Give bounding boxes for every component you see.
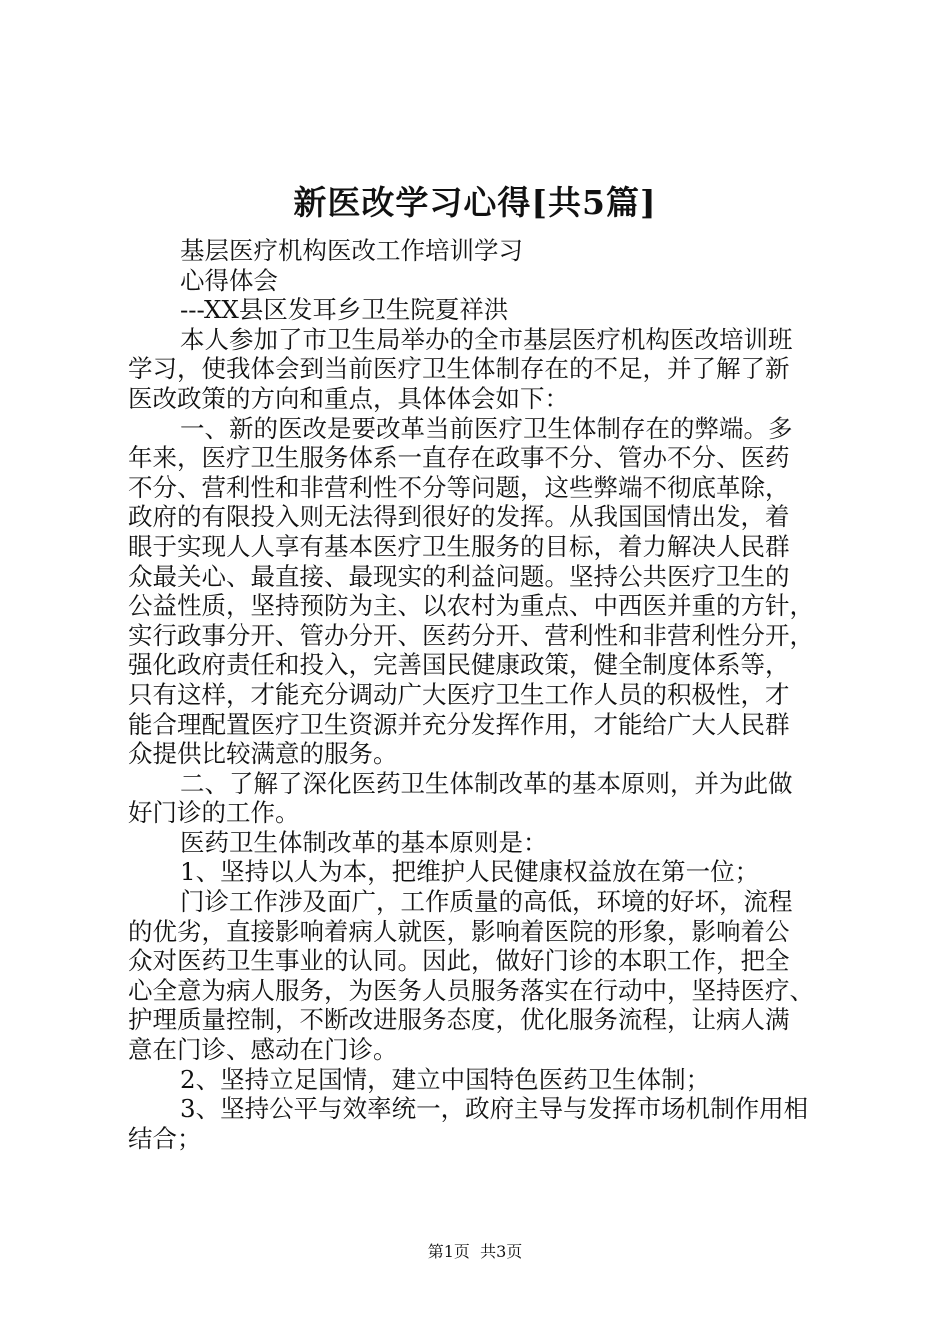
text-line: 结合；	[128, 1123, 202, 1153]
text-line: 实行政事分开、管办分开、医药分开、营利性和非营利性分开，	[128, 620, 814, 650]
text-line: 1、坚持以人为本，把维护人民健康权益放在第一位；	[180, 857, 760, 887]
text-line: 本人参加了市卫生局举办的全市基层医疗机构医改培训班	[180, 324, 793, 354]
text-line: 的优劣，直接影响着病人就医，影响着医院的形象，影响着公	[128, 916, 790, 946]
text-line: 学习，使我体会到当前医疗卫生体制存在的不足，并了解了新	[128, 354, 790, 384]
text-line: 公益性质，坚持预防为主、以农村为重点、中西医并重的方针，	[128, 591, 814, 621]
text-line: 意在门诊、感动在门诊。	[128, 1035, 398, 1065]
document-body	[128, 236, 840, 1153]
text-line: ---XX县区发耳乡卫生院夏祥洪	[180, 295, 509, 325]
page-footer: 第1页 共3页	[427, 1242, 523, 1261]
text-line: 年来，医疗卫生服务体系一直存在政事不分、管办不分、医药	[128, 443, 790, 473]
text-line: 强化政府责任和投入，完善国民健康政策，健全制度体系等，	[128, 650, 790, 680]
text-line: 政府的有限投入则无法得到很好的发挥。从我国国情出发，着	[128, 502, 790, 532]
text-line: 门诊工作涉及面广，工作质量的高低，环境的好坏，流程	[180, 887, 793, 917]
text-line: 护理质量控制，不断改进服务态度，优化服务流程，让病人满	[128, 1005, 790, 1035]
text-line: 3、坚持公平与效率统一，政府主导与发挥市场机制作用相	[180, 1094, 809, 1124]
text-line: 众最关心、最直接、最现实的利益问题。坚持公共医疗卫生的	[128, 561, 790, 591]
text-line: 心全意为病人服务，为医务人员服务落实在行动中，坚持医疗、	[128, 975, 814, 1005]
document-title: 新医改学习心得[共5篇]	[293, 183, 657, 222]
text-line: 心得体会	[180, 265, 278, 295]
text-line: 医改政策的方向和重点，具体体会如下：	[128, 383, 569, 413]
text-line: 不分、营利性和非营利性不分等问题，这些弊端不彻底革除，	[128, 472, 790, 502]
text-line: 只有这样，才能充分调动广大医疗卫生工作人员的积极性，才	[128, 679, 790, 709]
text-line: 基层医疗机构医改工作培训学习	[180, 236, 523, 265]
text-line: 能合理配置医疗卫生资源并充分发挥作用，才能给广大人民群	[128, 709, 790, 739]
text-line: 众对医药卫生事业的认同。因此，做好门诊的本职工作，把全	[128, 946, 790, 976]
text-line: 众提供比较满意的服务。	[128, 739, 398, 769]
text-line: 二、了解了深化医药卫生体制改革的基本原则，并为此做	[180, 768, 793, 798]
text-line: 眼于实现人人享有基本医疗卫生服务的目标，着力解决人民群	[128, 531, 790, 561]
text-line: 2、坚持立足国情，建立中国特色医药卫生体制；	[180, 1064, 711, 1094]
text-line: 一、新的医改是要改革当前医疗卫生体制存在的弊端。多	[180, 413, 793, 443]
text-line: 好门诊的工作。	[128, 798, 300, 828]
text-line: 医药卫生体制改革的基本原则是：	[180, 827, 548, 857]
